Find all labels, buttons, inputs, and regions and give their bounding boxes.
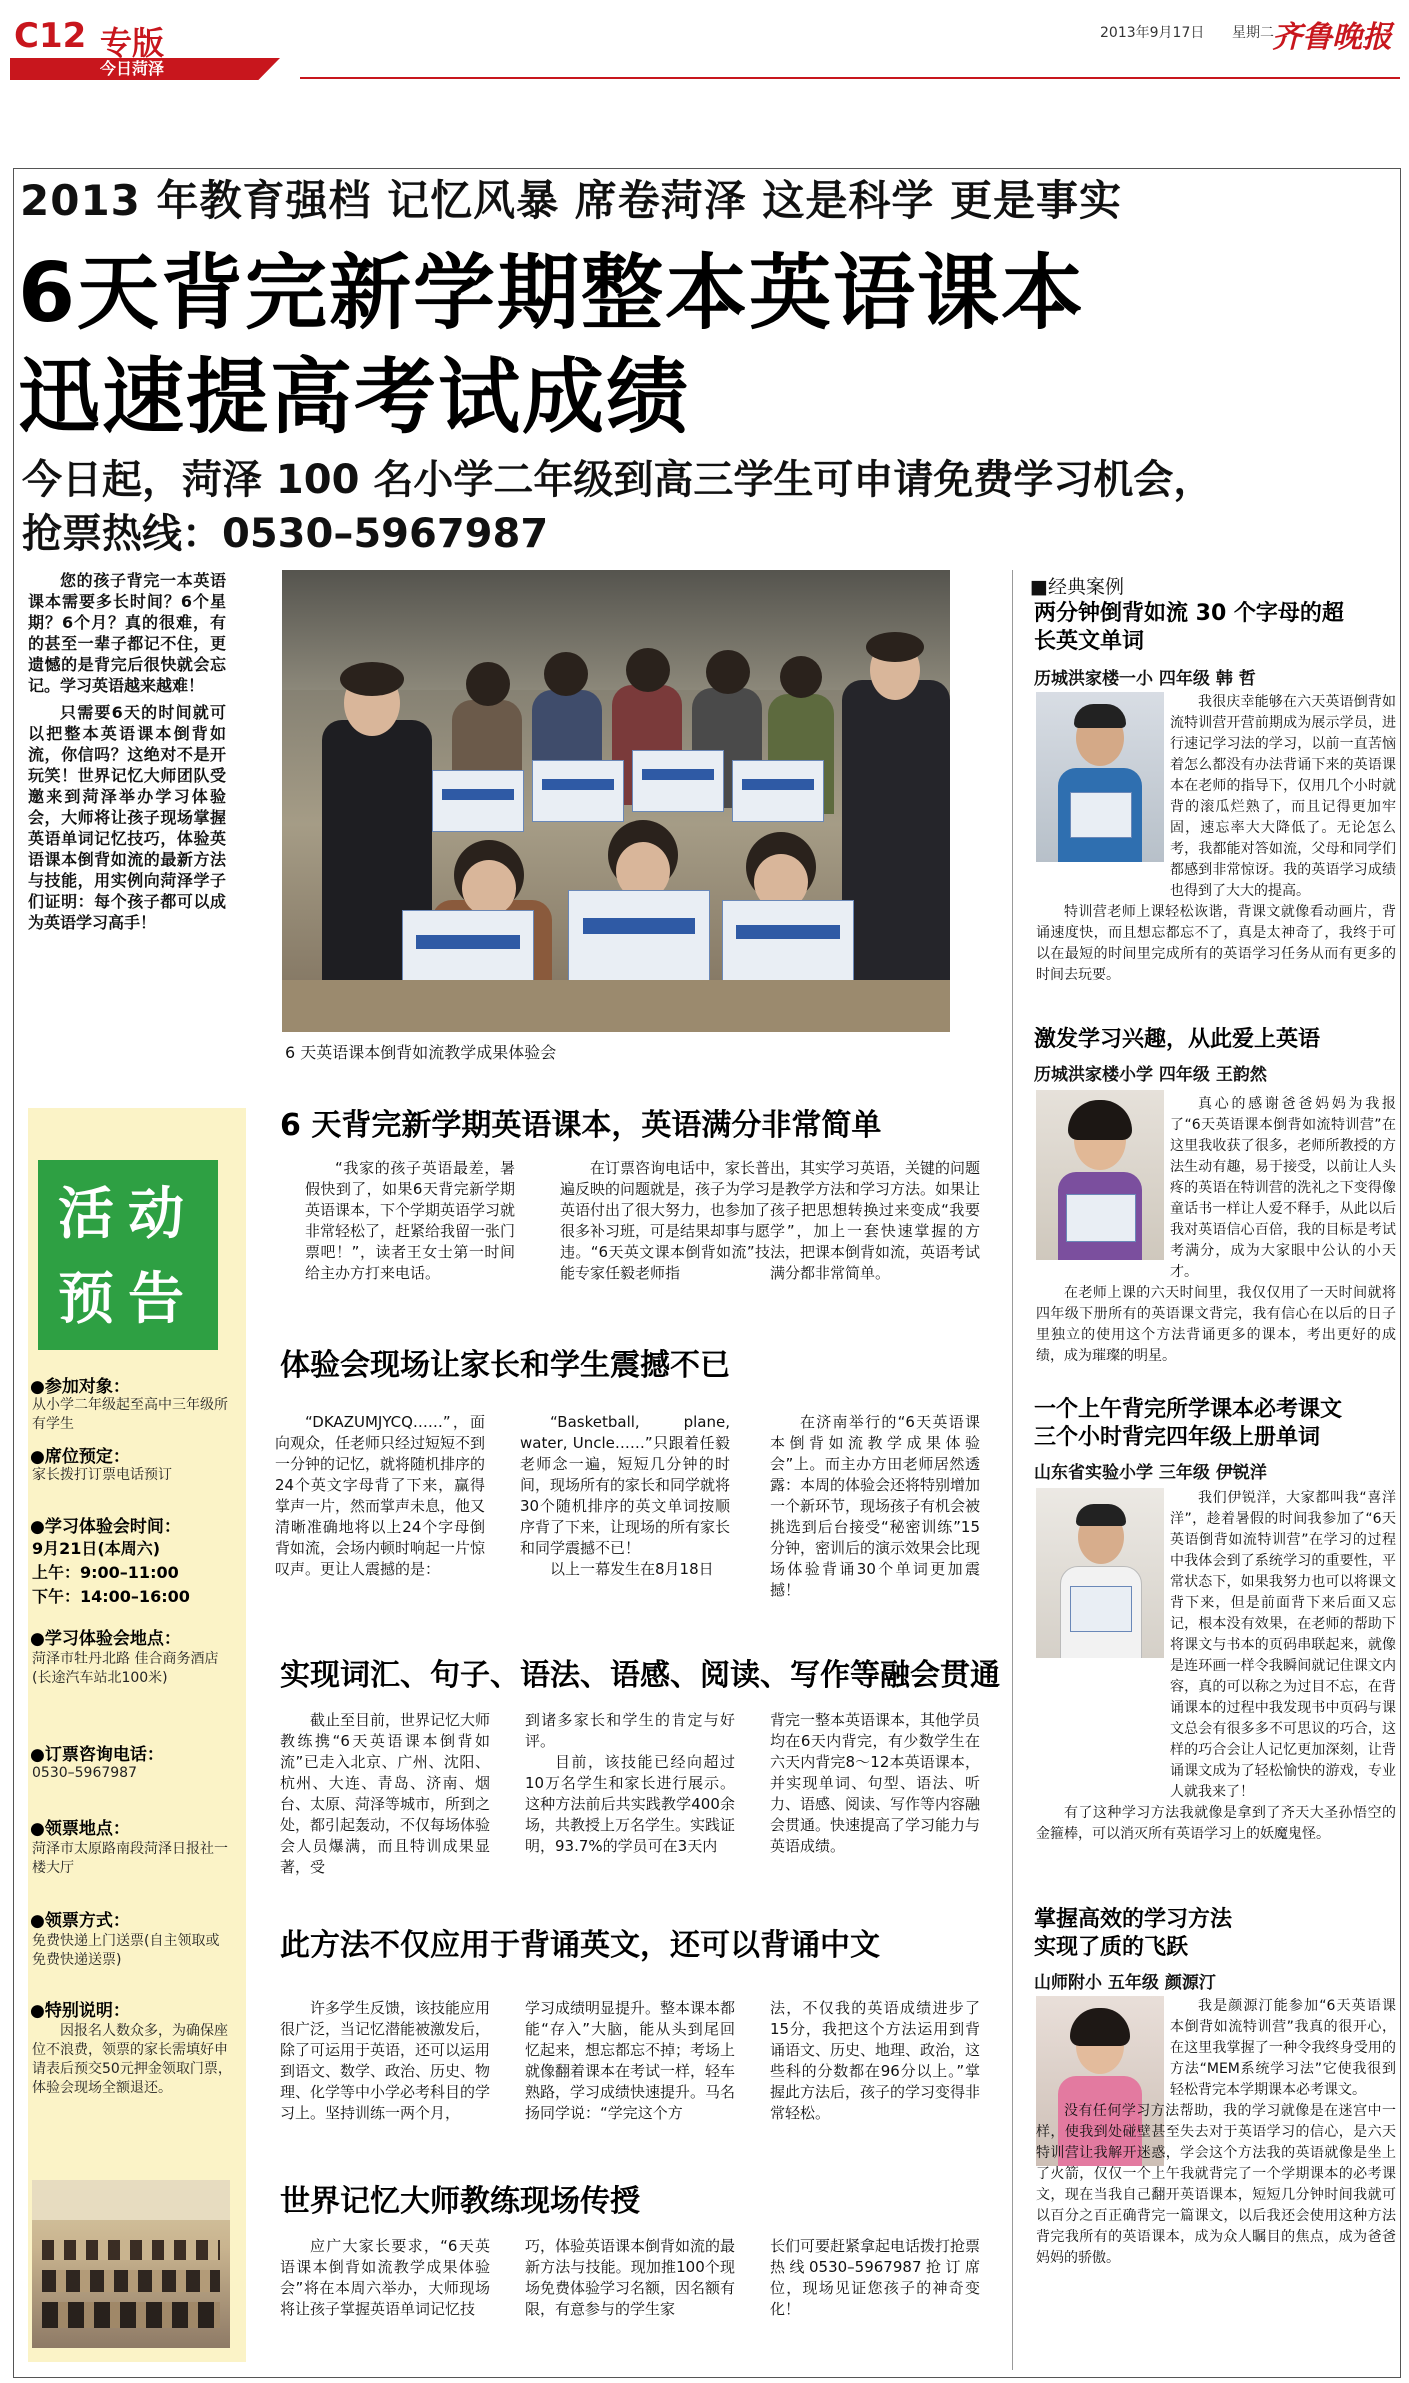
venue-photo bbox=[32, 2180, 230, 2348]
issue-date: 2013年9月17日 bbox=[1100, 25, 1205, 41]
section2-column2 bbox=[520, 1412, 730, 1580]
case2-text bbox=[1036, 1094, 1396, 1367]
intro-paragraph: 只需要6天的时间就可以把整本英语课本倒背如流，你信吗？这绝对不是开玩笑！世界记忆大师团队受邀来到菏泽举办学习体验会，大师将让孩子现场掌握英语单词记忆技巧，体验英语课本倒背如流的最新方法与技能，用实例向菏泽学子们证明：每个孩子都可以成为英语学习高手！ bbox=[28, 703, 226, 932]
section3-column3 bbox=[770, 1710, 980, 1857]
paragraph: 许多学生反馈，该技能应用很广泛，当记忆潜能被激发后，除了可运用于英语，还可以运用到语文、数学、政治、历史、物理、化学等中小学必考科目的学习上。坚持训练一两个月， bbox=[280, 1999, 491, 2122]
activity-phone-heading: ●订票咨询电话： bbox=[30, 1745, 164, 1765]
case2-title: 激发学习兴趣，从此爱上英语 bbox=[1034, 1027, 1321, 1052]
paragraph: 在订票咨询电话中，家长普遍反映的问题就是，孩子为学习英语付出了很大努力，也参加了很多补习班，可是结果却事与愿违。“6天英文课本倒背如流”技能专家任毅老师指 bbox=[560, 1159, 771, 1282]
paragraph: 我是颜源汀能参加“6天英语课本倒背如流特训营”我真的很开心，在这里我掌握了一种令我终身受用的方法“MEM系统学习法”它使我很到轻松背完本学期课本必考课文。 bbox=[1170, 1998, 1396, 2098]
activity-time-heading: ●学习体验会时间： bbox=[30, 1517, 181, 1537]
section-heading-3: 实现词汇、句子、语法、语感、阅读、写作等融会贯通 bbox=[280, 1658, 1000, 1693]
section-heading-1: 6 天背完新学期英语课本，英语满分非常简单 bbox=[280, 1108, 882, 1143]
photo-caption: 6 天英语课本倒背如流教学成果体验会 bbox=[285, 1043, 557, 1062]
paragraph: 在老师上课的六天时间里，我仅仅用了一天时间就将四年级下册所有的英语课文背完，我有信心在以后的日子里独立的使用这个方法背诵更多的课本，考出更好的成绩，成为璀璨的明星。 bbox=[1036, 1285, 1396, 1364]
case1-author: 历城洪家楼一小 四年级 韩 哲 bbox=[1034, 669, 1256, 689]
section1-column3 bbox=[770, 1158, 980, 1284]
intro-text bbox=[28, 570, 226, 939]
case4-title-line1: 掌握高效的学习方法 bbox=[1034, 1907, 1233, 1932]
case1-title-line2: 长英文单词 bbox=[1034, 629, 1145, 654]
activity-place-text: 菏泽市牡丹北路 佳合商务酒店(长途汽车站北100米) bbox=[32, 1651, 219, 1686]
paragraph: 长们可要赶紧拿起电话拨打抢票热线0530–5967987抢订席位，现场见证您孩子的神奇变化！ bbox=[770, 2237, 981, 2318]
page-code: C12 bbox=[14, 16, 87, 56]
section3-column2 bbox=[525, 1710, 735, 1857]
case4-text bbox=[1036, 1996, 1396, 2269]
header-rule bbox=[300, 77, 1400, 79]
paragraph: “我家的孩子英语最差，暑假快到了，如果6天背完新学期英语课本，下个学期英语学习就非常轻松了，赶紧给我留一张门票吧！”，读者王女士第一时间给主办方打来电话。 bbox=[305, 1159, 516, 1282]
section2-column3 bbox=[770, 1412, 980, 1601]
case3-author: 山东省实验小学 三年级 伊锐洋 bbox=[1034, 1463, 1267, 1483]
paragraph: 背完一整本英语课本，其他学员均在6天内背完，有少数学生在六天内背完8～12本英语课本，并实现单词、句型、语法、听力、语感、阅读、写作等内容融会贯通。快速提高了学习能力与英语成绩。 bbox=[770, 1711, 981, 1855]
subsection-name: 今日菏泽 bbox=[100, 59, 165, 78]
activity-note-text: 因报名人数众多，为确保座位不浪费，领票的家长需填好申请表后预交50元押金领取门票，体验会现场全额退还。 bbox=[32, 2023, 232, 2096]
section1-column1 bbox=[305, 1158, 515, 1284]
intro-paragraph: 您的孩子背完一本英语课本需要多长时间？6个星期？6个月？真的很难，有的甚至一辈子都记不住，更遗憾的是背完后很快就会忘记。学习英语越来越难！ bbox=[28, 571, 226, 695]
paragraph: 在济南举行的“6天英语课本倒背如流教学成果体验会”上。而主办方田老师居然透露：本周的体验会还将特别增加一个新环节，现场孩子有机会被挑选到后台接受“秘密训练”15分钟，密训后的演示效果会比现场体验背诵30个单词更加震撼！ bbox=[770, 1413, 981, 1599]
activity-pickup-text: 菏泽市太原路南段菏泽日报社一楼大厅 bbox=[32, 1841, 228, 1876]
activity-method-text: 免费快递上门送票(自主领取或免费快递送票) bbox=[32, 1933, 220, 1968]
paragraph: 学习成绩明显提升。整本课本都能“存入”大脑，能从头到尾回忆起来，想忘都忘不掉；考场上就像翻着课本在考试一样，轻车熟路，学习成绩快速提升。马名扬同学说：“学完这个方 bbox=[525, 1999, 736, 2122]
section4-column2 bbox=[525, 1998, 735, 2124]
section4-column3 bbox=[770, 1998, 980, 2124]
section4-column1 bbox=[280, 1998, 490, 2124]
issue-weekday: 星期二 bbox=[1232, 25, 1274, 41]
activity-pickup-heading: ●领票地点： bbox=[30, 1819, 130, 1839]
activity-title-line2: 预告 bbox=[58, 1267, 198, 1332]
headline-subtitle-line1: 今日起，菏泽 100 名小学二年级到高三学生可申请免费学习机会， bbox=[22, 457, 1214, 503]
section-heading-4: 此方法不仅应用于背诵英文，还可以背诵中文 bbox=[280, 1928, 880, 1963]
section-heading-5: 世界记忆大师教练现场传授 bbox=[280, 2184, 640, 2219]
paragraph: 应广大家长要求，“6天英语课本倒背如流教学成果体验会”将在本周六举办，大师现场将让孩子掌握英语单词记忆技 bbox=[280, 2237, 490, 2318]
paragraph: 以上一幕发生在8月18日 bbox=[550, 1560, 714, 1578]
activity-method-heading: ●领票方式： bbox=[30, 1911, 130, 1931]
paragraph: 没有任何学习方法帮助，我的学习就像是在迷宫中一样，使我到处碰壁甚至失去对于英语学习的信心，是六天特训营让我解开迷惑，学会这个方法我的英语就像是坐上了火箭，仅仅一个上午我就背完了一个学期课本的必考课文，现在当我自己翻开英语课本，短短几分钟时间我就可以百分之百正确背完一篇课文，以后我还会使用这种方法背完我所有的英语课本，成为众人瞩目的焦点，成为爸爸妈妈的骄傲。 bbox=[1036, 2103, 1396, 2266]
paragraph: “Basketball, plane, water, Uncle……”只跟着任毅老师念一遍，短短几分钟的时间，现场所有的家长和同学就将30个随机排序的英文单词按顺序背了下来，让现场的所有家长和同学震撼不已！ bbox=[520, 1413, 731, 1557]
headline-title-line1: 6天背完新学期整本英语课本 bbox=[18, 246, 1086, 341]
paragraph: 我们伊锐洋，大家都叫我“喜洋洋”，趁着暑假的时间我参加了“6天英语倒背如流特训营”在学习的过程中我体会到了系统学习的重要性，平常状态下，如果我努力也可以将课文背下来，但是前面背下来后面又忘记，根本没有效果，在老师的帮助下将课文与书本的页码串联起来，就像是连环画一样令我瞬间就记住课文内容，真的可以称之为过目不忘，在背诵课本的过程中我发现书中页码与课文总会有很多多不可思议的巧合，这样的巧合会让人记忆更加深刻，让背诵课文成为了轻松愉快的游戏，专业人就我来了！ bbox=[1170, 1490, 1396, 1800]
headline-title-line2: 迅速提高考试成绩 bbox=[18, 350, 691, 445]
section5-column1 bbox=[280, 2236, 490, 2320]
activity-title-line1: 活动 bbox=[58, 1182, 198, 1247]
activity-time-date: 9月21日(本周六) bbox=[32, 1539, 161, 1558]
activity-target-text: 从小学二年级起至高中三年级所有学生 bbox=[32, 1397, 228, 1432]
section-name: 专版 bbox=[100, 24, 165, 62]
case4-author: 山师附小 五年级 颜源汀 bbox=[1034, 1973, 1216, 1993]
section3-column1 bbox=[280, 1710, 490, 1878]
paragraph: 有了这种学习方法我就像是拿到了齐天大圣孙悟空的金箍棒，可以消灭所有英语学习上的妖魔鬼怪。 bbox=[1036, 1805, 1396, 1842]
case3-title-line1: 一个上午背完所学课本必考课文 bbox=[1034, 1397, 1343, 1422]
activity-time-afternoon: 下午：14:00–16:00 bbox=[32, 1587, 190, 1606]
case1-text bbox=[1036, 692, 1396, 986]
paragraph: 法，不仅我的英语成绩进步了15分，我把这个方法运用到背诵语文、历史、地理、政治，这些科的分数都在96分以上。”掌握此方法后，孩子的学习变得非常轻松。 bbox=[770, 1999, 981, 2122]
classroom-photo bbox=[282, 570, 950, 1032]
case2-author: 历城洪家楼小学 四年级 王韵然 bbox=[1034, 1065, 1267, 1085]
paragraph: 巧，体验英语课本倒背如流的最新方法与技能。现加推100个现场免费体验学习名额，因名额有限，有意参与的学生家 bbox=[525, 2237, 736, 2318]
case3-title-line2: 三个小时背完四年级上册单词 bbox=[1034, 1425, 1321, 1450]
case4-title-line2: 实现了质的飞跃 bbox=[1034, 1935, 1189, 1960]
section5-column2 bbox=[525, 2236, 735, 2320]
activity-place-heading: ●学习体验会地点： bbox=[30, 1629, 181, 1649]
paragraph: “DKAZUMJYCQ……”，面向观众，任老师只经过短短不到一分钟的记忆，就将随机排序的24个英文字母背了下来，赢得掌声一片，然而掌声未息，他又清晰准确地将以上24个字母倒背如流，会场内顿时响起一片惊叹声。更让人震撼的是： bbox=[275, 1413, 486, 1578]
section5-column3 bbox=[770, 2236, 980, 2320]
paragraph: 特训营老师上课轻松诙谐，背课文就像看动画片，背诵速度快，而且想忘都忘不了，真是太神奇了，我终于可以在最短的时间里完成所有的英语学习任务从而有更多的时间去玩要。 bbox=[1036, 904, 1396, 983]
paragraph: 出，其实学习英语，关键的问题是教学方法和学习方法。如果让孩子把思想转换过来变成“我要学”，加上一套快速掌握的方法，把课本倒背如流，英语考试满分都非常简单。 bbox=[770, 1159, 981, 1282]
column-divider bbox=[1012, 570, 1013, 2370]
masthead-logo: 齐鲁晚报 bbox=[1272, 20, 1392, 55]
cases-header: ■经典案例 bbox=[1030, 576, 1124, 598]
headline-kicker: 2013 年教育强档 记忆风暴 席卷菏泽 这是科学 更是事实 bbox=[20, 176, 1123, 225]
section1-column2 bbox=[560, 1158, 770, 1284]
case1-title-line1: 两分钟倒背如流 30 个字母的超 bbox=[1034, 601, 1344, 626]
section2-column1 bbox=[275, 1412, 485, 1580]
activity-seat-text: 家长拨打订票电话预订 bbox=[32, 1467, 172, 1483]
activity-time-morning: 上午：9:00–11:00 bbox=[32, 1563, 179, 1582]
paragraph: 真心的感谢爸爸妈妈为我报了“6天英语课本倒背如流特训营”在这里我收获了很多，老师所教授的方法生动有趣，易于接受，以前让人头疼的英语在特训营的洗礼之下变得像童话书一样让人爱不释手，从此以后我对英语信心百倍，我的目标是考试考满分，成为大家眼中公认的小天才。 bbox=[1170, 1096, 1396, 1280]
activity-note-heading: ●特别说明： bbox=[30, 2001, 130, 2021]
activity-seat-heading: ●席位预定： bbox=[30, 1447, 130, 1467]
paragraph: 我很庆幸能够在六天英语倒背如流特训营开营前期成为展示学员，进行速记学习法的学习，以前一直苦恼着怎么都没有办法背诵下来的英语课本在老师的指导下，仅用几个小时就背的滚瓜烂熟了，而且记得更加牢固，速忘率大大降低了。无论怎么考，我都能对答如流，父母和同学们都感到非常惊讶。我的英语学习成绩也得到了大大的提高。 bbox=[1170, 694, 1396, 899]
section-heading-2: 体验会现场让家长和学生震撼不已 bbox=[280, 1348, 730, 1383]
paragraph: 截止至目前，世界记忆大师教练携“6天英语课本倒背如流”已走入北京、广州、沈阳、杭州、大连、青岛、济南、烟台、太原、菏泽等城市，所到之处，都引起轰动，不仅每场体验会人员爆满，而且特训成果显著，受 bbox=[280, 1711, 491, 1876]
activity-phone-text: 0530–5967987 bbox=[32, 1765, 137, 1781]
headline-hotline: 抢票热线：0530–5967987 bbox=[22, 511, 549, 557]
case3-text bbox=[1036, 1488, 1396, 1845]
paragraph: 到诸多家长和学生的肯定与好评。 bbox=[525, 1711, 735, 1750]
paragraph: 目前，该技能已经向超过10万名学生和家长进行展示。这种方法前后共实践教学400余场，共教授上万名学生。实践证明，93.7%的学员可在3天内 bbox=[525, 1753, 736, 1855]
activity-target-heading: ●参加对象： bbox=[30, 1377, 130, 1397]
